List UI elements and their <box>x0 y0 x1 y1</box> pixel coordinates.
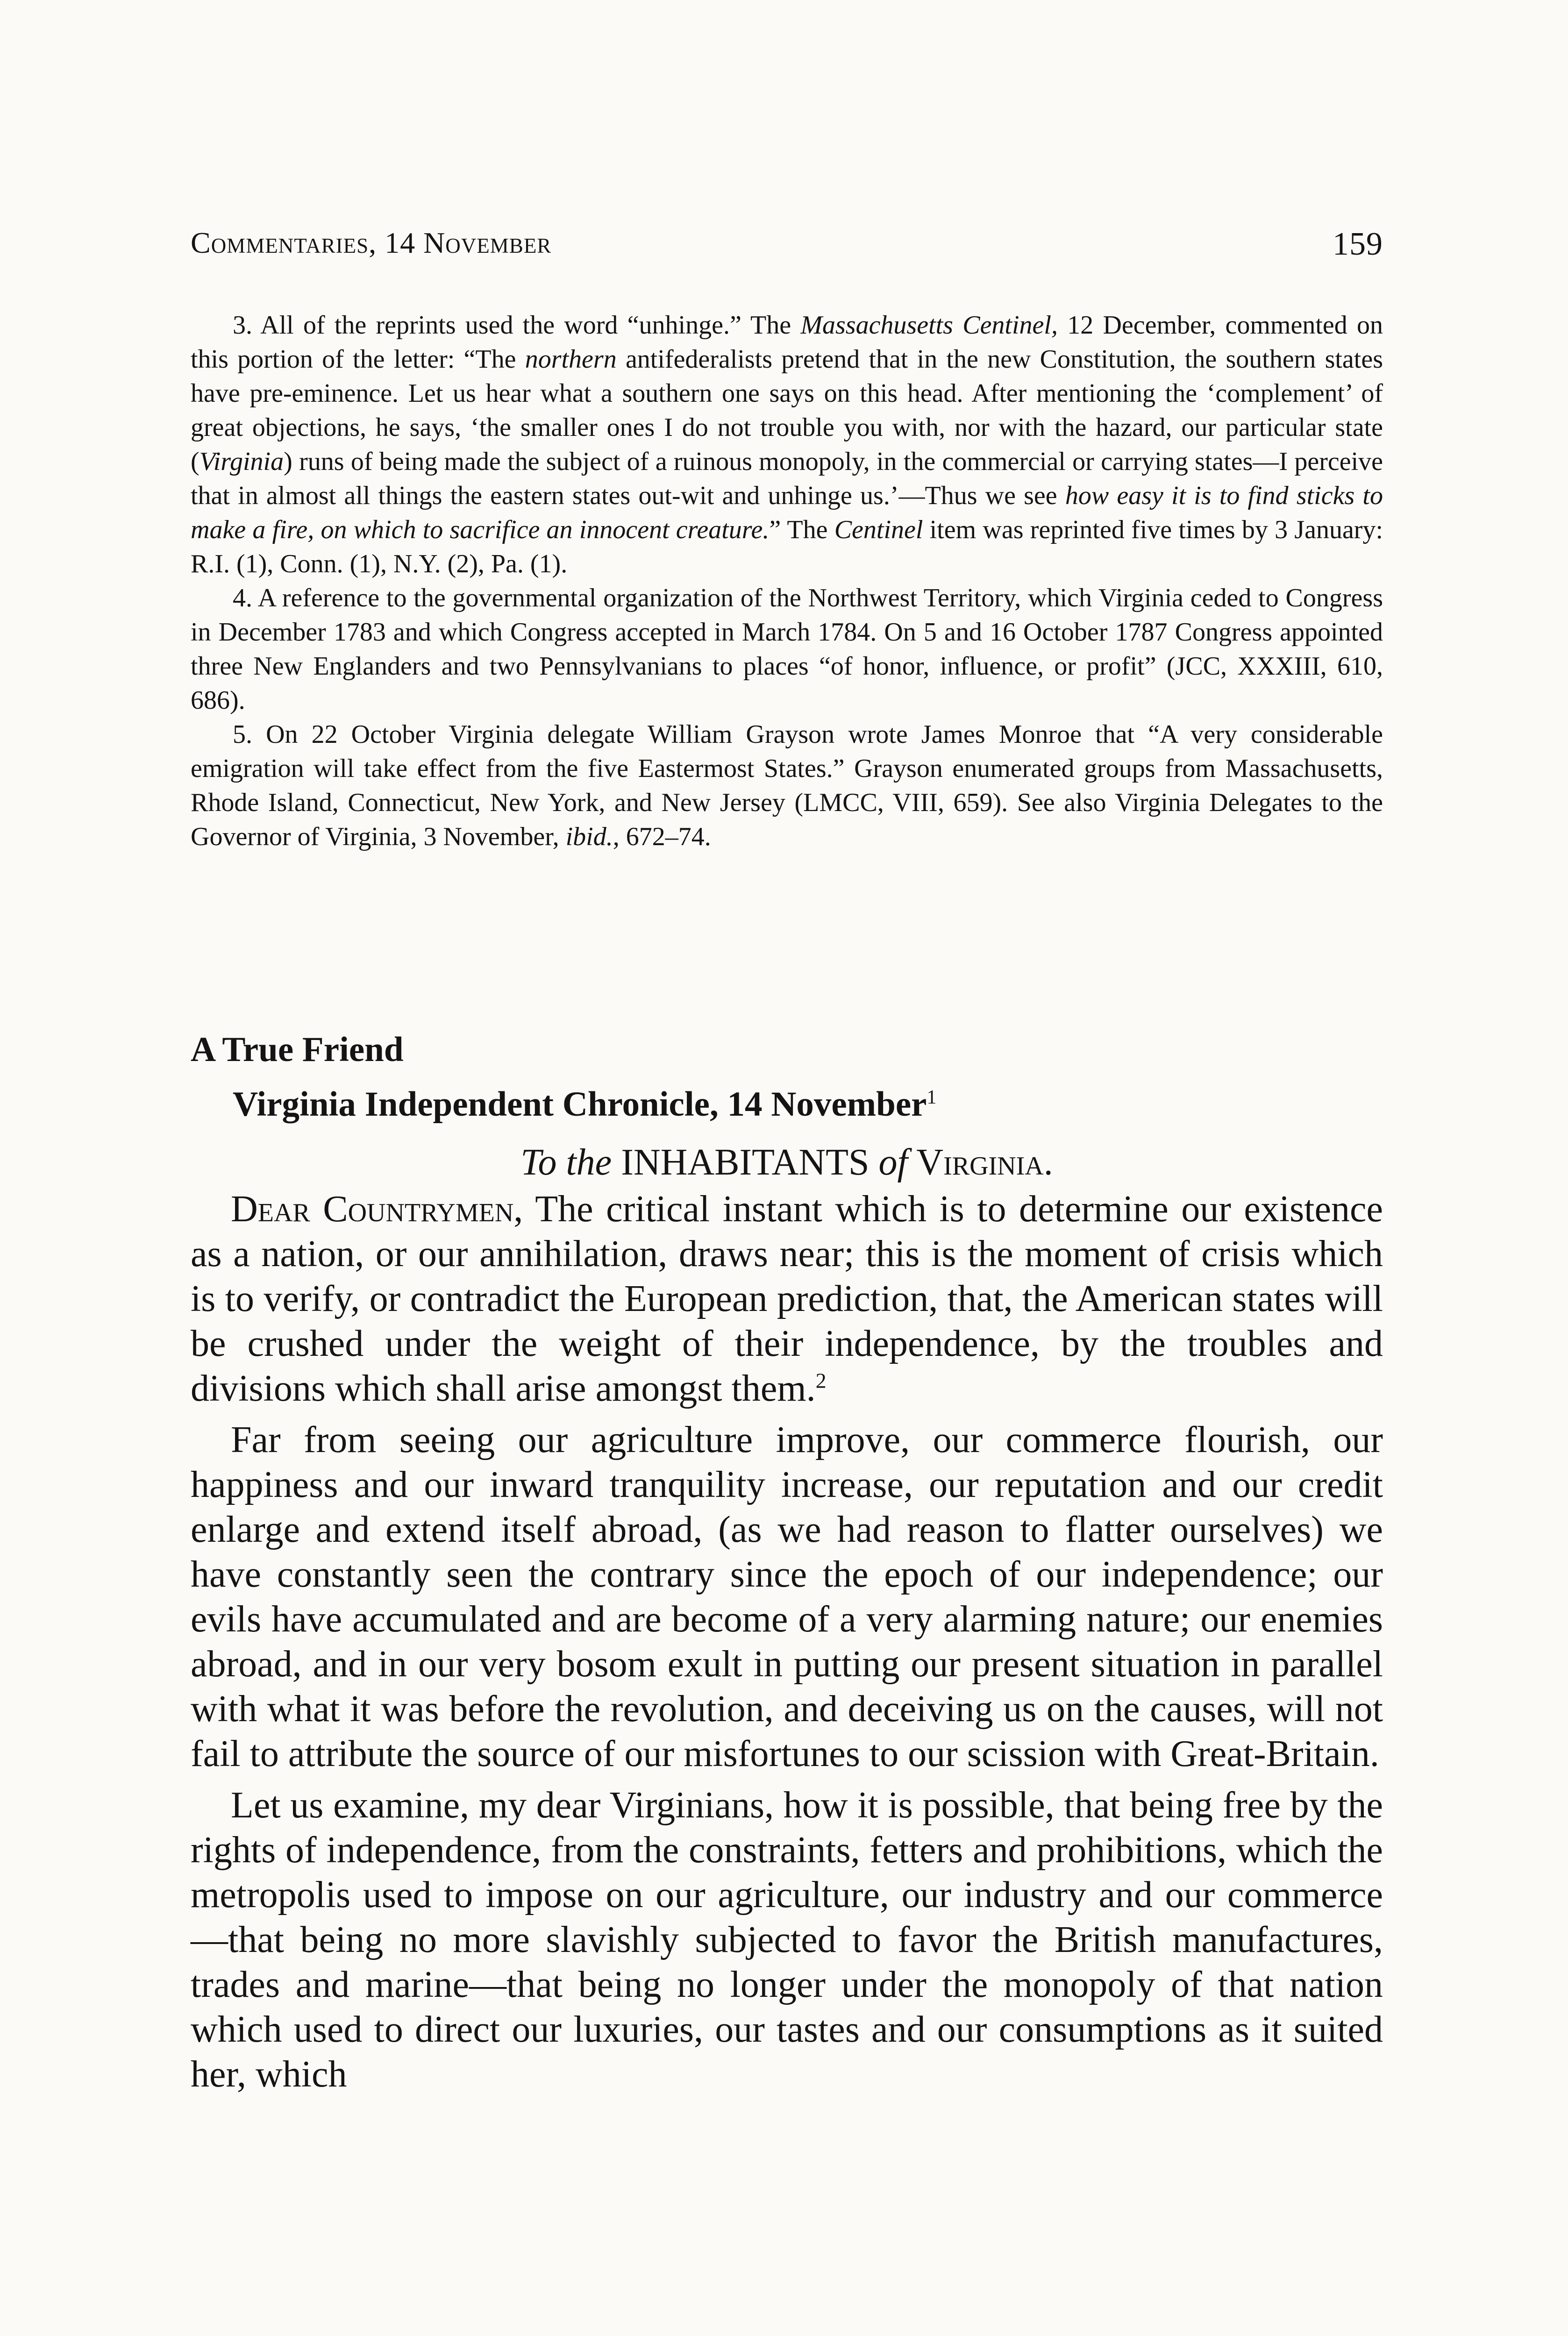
footnote-4 <box>191 581 1383 718</box>
footnote-text-run: antifederalists pretend that in the new Constitution, the southern states have pre-eminence. Let us hear what a southern one says on this head. After mentioning the ‘complement’ of great objections, he says, ‘the smaller ones I do not trouble you with, nor with the hazard, our particular state ( <box>191 345 1383 476</box>
footnote-text-run: northern <box>525 345 617 374</box>
footnote-text-run: ) runs of being made the subject of a ruinous monopoly, in the commercial or carrying states—I perceive that in almost all things the eastern states out-wit and unhinge us.’—Thus we see <box>191 447 1383 510</box>
footnote-text-run: item was reprinted five times by 3 January: R.I. (1), Conn. (1), N.Y. (2), Pa. (1). <box>191 515 1383 578</box>
address-middle: INHABITANTS <box>612 1142 879 1183</box>
article-title: A True Friend <box>191 1030 404 1069</box>
address-line <box>191 1144 1383 1181</box>
page-number: 159 <box>1333 226 1383 262</box>
footnote-text-run: how easy it is to find sticks to make a fire, on which to sacrifice an innocent creature. <box>191 481 1383 544</box>
article-source <box>191 1074 1383 1128</box>
paragraph-2: Far from seeing our agriculture improve, our commerce flourish, our happiness and our inward tranquility increase, our reputation and our credit enlarge and extend itself abroad, (as we had reason to flatter ourselves) we have constantly seen the contrary since the epoch of our independence; our evils have accumulated and are become of a very alarming nature; our enemies abroad, and in our very bosom exult in putting our present situation in parallel with what it was before the revolution, and deceiving us on the causes, will not fail to attribute the source of our misfortunes to our scission with Great-Britain. <box>191 1419 1383 1774</box>
paragraph-3: Let us examine, my dear Virginians, how it is possible, that being free by the rights of independence, from the constraints, fetters and prohibitions, which the metropolis used to impose on our agriculture, our industry and our commerce—that being no more slavishly subjected to favor the British manufactures, trades and marine—that being no longer under the monopoly of that nation which used to direct our luxuries, our tastes and our consumptions as it suited her, which <box>191 1785 1383 2095</box>
address-place: Virginia. <box>907 1142 1053 1183</box>
article-heading <box>191 1026 1383 1128</box>
footnote-3 <box>191 308 1383 581</box>
letter-body <box>191 1187 1383 2103</box>
footnote-text-run: 12 December, commented on this portion of the letter: “The <box>191 311 1383 374</box>
article-source-text: Virginia Independent Chronicle, 14 November <box>233 1085 927 1124</box>
paragraph-1-text: The critical instant which is to determine our existence as a nation, or our annihilation, draws near; this is the moment of crisis which is to verify, or contradict the European prediction, that, the American states will be crushed under the weight of their independence, by the troubles and divisions which shall arise amongst them. <box>191 1189 1383 1409</box>
salutation: Dear Countrymen, <box>231 1189 523 1230</box>
footnote-text-run: Virginia <box>199 447 284 476</box>
footnote-reference: 1 <box>927 1087 937 1108</box>
address-of: of <box>878 1142 908 1183</box>
running-head-section: Commentaries, 14 November <box>191 226 552 259</box>
footnote-text-run: , 672–74. <box>613 822 711 851</box>
footnote-text-run: ibid. <box>565 822 613 851</box>
footnote-text-run: 4. A reference to the governmental organization of the Northwest Territory, which Virginia ceded to Congress in December 1783 and which Congress accepted in March 1784. On 5 and 16 October 1787 Congress appointed three New Englanders and two Pennsylvanians to places “of honor, influence, or profit” (JCC, XXXIII, 610, 686). <box>191 584 1383 715</box>
footnote-reference-2: 2 <box>815 1368 827 1393</box>
paragraph-1 <box>191 1187 1383 1411</box>
footnote-text-run: Massachusetts Centinel, <box>800 311 1058 340</box>
footnotes-section <box>191 308 1383 854</box>
footnote-text-run: ” The <box>769 515 834 544</box>
address-prefix: To the <box>520 1142 612 1183</box>
footnote-5 <box>191 718 1383 854</box>
footnote-text-run: Centinel <box>834 515 923 544</box>
footnote-text-run: 3. All of the reprints used the word “unhinge.” The <box>233 311 801 340</box>
footnote-text-run: 5. On 22 October Virginia delegate William Grayson wrote James Monroe that “A very considerable emigration will take effect from the five Eastermost States.” Grayson enumerated groups from Massachusetts, Rhode Island, Connecticut, New York, and New Jersey (LMCC, VIII, 659). See also Virginia Delegates to the Governor of Virginia, 3 November, <box>191 720 1383 851</box>
